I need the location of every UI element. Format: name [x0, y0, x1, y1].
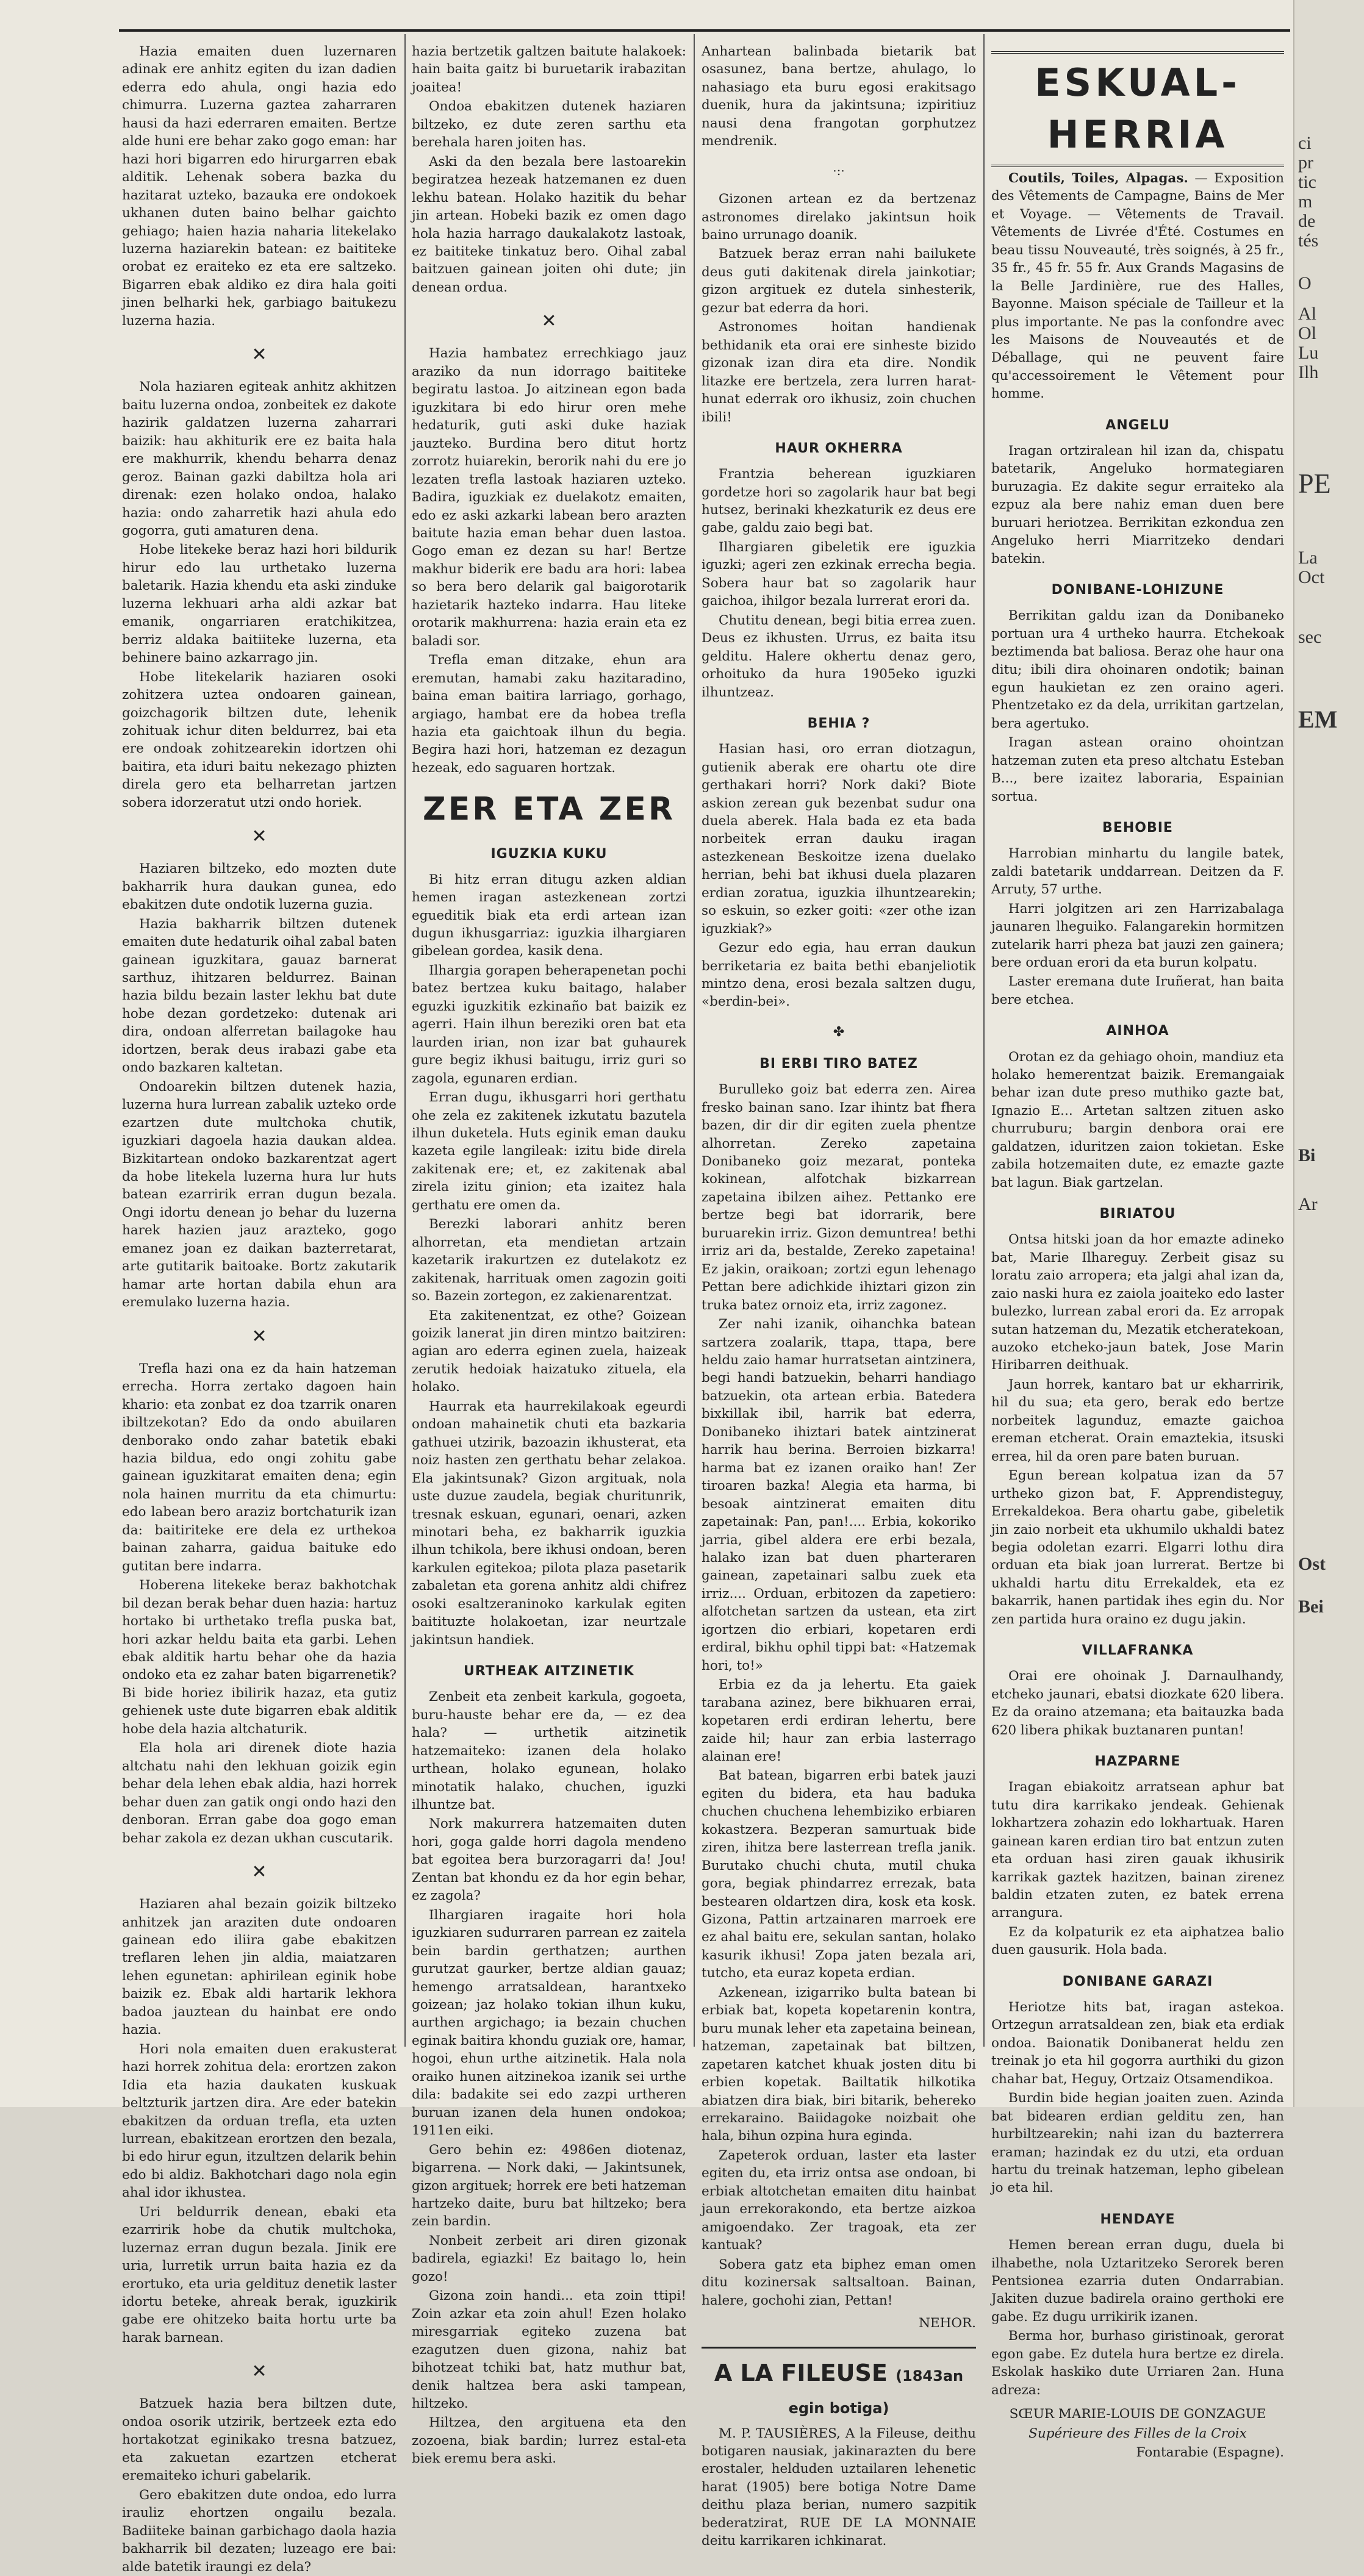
adjacent-page-edge [1293, 0, 1364, 2107]
edge-fragment: de [1298, 211, 1316, 231]
paragraph: Berrikitan galdu izan da Donibaneko portuan ura 4 urtheko haurra. Etchekoak beztimenda bat baliosa. Beraz ohe haur ona ditu; ibili dira ohoinaren ondotik; bainan egun haukietan ez zen oraino ageri. Phentzetako ez da dela, urrikitan gartzelan, bera agertuko. [991, 608, 1284, 731]
paragraph: Egun berean kolpatua izan da 57 urtheko gizon bat, F. Apprendisteguy, Errekaldekoa. Bera ohartu gabe, gibeletik jin zaio norbeit eta ukhumilo ukhaldi batez begia odoletan ezarri. Elgarri lothu dira orduan eta biak joan lurrerat. Bertze bi ukhaldi hartu ditu Errekaldek, eta ez bakarrik, hanen partidak ihes egin du. Nor zen partida hura oraino ez dugu jakin. [991, 1468, 1284, 1627]
paragraph: Sobera gatz eta biphez eman omen ditu kozinersak saltsaltoan. Bainan, halere, gochohi zian, Pettan! [702, 2256, 976, 2308]
paragraph: Gero ebakitzen dute ondoa, edo lurra irauliz ehortzen ongailu bezala. Badiiteke bainan garbichago daola hazia bakharrik bil dezaten; luzeago ere bai: alde batetik iraungi ez dela? [122, 2487, 397, 2575]
article-heading: DONIBANE GARAZI [1062, 1973, 1213, 1989]
paragraph: Trefla eman ditzake, ehun ara eremutan, hamabi zaku hazitaradino, baina eman baitira larriago, gorhago, argiago, hambat ere da hobea trefla hazia eta gaichtoak ilhun du begia. Begira hazi hori, hatzeman ez dezagun hezeak, edo saguaren hortzak. [412, 653, 686, 776]
paragraph: Harrobian minhartu du langile batek, zaldi batetarik unddarrean. Deitzen da F. Arruty, 57 urthe. [991, 846, 1284, 898]
paragraph: Frantzia beherean iguzkiaren gordetze hori so zagolarik haur bat begi hutsez, berinaki khezkaturik ez deus ere gabe, galdu zaio begi bat. [702, 467, 976, 536]
edge-fragment: pr [1298, 152, 1313, 173]
paragraph: Hazia bakharrik biltzen dutenek emaiten dute hedaturik oihal zabal baten gainean iguzkitara, gauaz barnerat sarthuz, ihitzaren beldurrez. Bainan hazia bildu bezain laster lekhu bat dute hobe dezan gordetzeko: dutenak ari dira, ondoan alferretan bailagoke hau idortzen, berak deus irabazi gabe eta ondo bazkaren kaltetan. [122, 916, 397, 1076]
paragraph: Zer nahi izanik, oihanchka batean sartzera zoalarik, ttapa, ttapa, bere heldu zaio hamar hurratsetan aintzinera, begi handi batzuekin, beharri handiago batzuekin, ota artean erbia. Batedera bixkillak ibil, harrik bat ederra, Donibaneko ihiztari batek aintzinerat harrik hau berina. Berroien bizkarra! harma bat ez izanen oraiko han! Zer tiroaren bazka! Alegia eta harma, bi besoak aintzinerat emaiten ditu zapetainak: Pan, pan!.... Erbia, kokoriko jarria, gibel aldera ere erbi bezala, halako izan bat duen pharteraren gainean, zapetainari salbu zuek eta irriz.... Orduan, erbitozen da zapetiero: alfotchetan sartzen da ustean, eta zirt igortzen dio erbiari, kopetaren erdi erdiral, bikhu ophil tippi bat: «Hatzemak hori, to!» [702, 1317, 976, 1673]
paragraph: Gero behin ez: 4986en diotenaz, bigarrena. — Nork daki, — Jakintsunek, gizon argituek; horrek ere beti hatzeman hartzeko daite, buru bat hiltzeko; bera zein bardin. [412, 2142, 686, 2230]
paragraph: Burulleko goiz bat ederra zen. Airea fresko bainan sano. Izar ihintz bat fhera bazen, dir dir dir egiten zuela phentze alhorretan. Zereko zapetaina Donibaneko goiz mezarat, ponteka kokinean, alfotchak bizkarrean zapetaina ibilzen aihez. Pettanko ere bertze begi bat idorrarik, bere buruarekin irriz. Gizon demuntrea! bethi irriz ari da, bestalde, Zereko zapetaina! Ez jakin, oraikoan; zortzi egun lehenago Pettan bere adichkide ihiztari gizon zin truka batez ornoiz eta, irriz zagonez. [702, 1082, 976, 1313]
paragraph: Orai ere ohoinak J. Darnaulhandy, etcheko jaunari, ebatsi diozkate 620 libera. Ez da oraino atzemana; eta baitauzka bada 620 libera phikak buztanaren puntan! [991, 1669, 1284, 1738]
advert-title-sub: (1843an egin botiga) [788, 2367, 964, 2417]
paragraph: Nola haziaren egiteak anhitz akhitzen baitu luzerna ondoa, zonbeitek ez dakote hazirik galdatzen luzerna zaharrari baizik: hau akhiturik ere ez baita hala ere makhurrik, khendu beharra denaz geroz. Bainan gazki dabiltza hola ari direnak: ezen holako ondoa, halako hazia: ondo zaharretik hazi ahula edo gogorra, guti amaturen dena. [122, 379, 397, 538]
edge-fragment: tés [1298, 231, 1319, 251]
paragraph: Haurrak eta haurrekilakoak egeurdi ondoan mahainetik chuti eta bazkaria gathuei utzirik, bazoazin ikhusterat, eta noiz hasten zen gerthatu behar zelakoa. Ela jakintsunak? Gizon argituak, nola uste duzue zaudela, begiak churitunrik, tresnak eskuan, egunari, oenari, azken minotari beha, ez bakharrik iguzkia ilhun tchikola, bere ikhusi ondoan, beren karkulen egitekoa; pilota plaza pasetarik zabaletan eta gorena anhitz aldi chifrez osoki esaltzeraninoko karkulak egiten baitituzte holakoetan, izar neurtzale jakintsun handiek. [412, 1398, 686, 1648]
section-separator: ✕ [251, 2361, 267, 2383]
paragraph: Bat batean, bigarren erbi batek jauzi egiten du bidera, eta hau baduka chuchen chuchena lehembiziko erbiaren kokastzera. Bezperan samurtuak bide ziren, ihitza bere lasterrean trefla janik. Burutako chuchi chuta, mutil chuka gora, begiak phindarrez errezak, bata bestearen oldartzen dira, kosk eta kosk. Gizona, Pattin artzainaren marroek ere ez ahal baitu ere, sekulan santan, holako kasurik ikhusi! Zopa jaten bezala ari, tutcho, eta euraz kopeta erdian. [702, 1768, 976, 1981]
edge-fragment: m [1298, 191, 1313, 212]
paragraph: Bi hitz erran ditugu azken aldian hemen iragan astezkenean zortzi egueditik biak eta erdi artean izan dugun ikhusgarriaz: iguzkia ilhargiaren gibelean gordea, kasik dena. [412, 871, 686, 959]
paragraph: Iragan ortziralean hil izan da, chispatu batetarik, Angeluko hormategiaren buruzagia. Ez dakite segur erraiteko ala ezpuz ala bere nahiz eman duen bere buruari heriotzea. Berrikitan ezkondua zen Angeluko herri Miarritzeko dendari batekin. [991, 443, 1284, 567]
paragraph: Batzuek hazia bera biltzen dute, ondoa osorik utzirik, bertzeek ezta edo hortakotzat eginikako tresna batzuez, eta zakuetan ezartzen etcherat eremaiteko ichuri gabelarik. [122, 2396, 397, 2484]
paragraph: Ondoarekin biltzen dutenek hazia, luzerna hura lurrean zabalik uzteko orde ezartzen dute multchoka chutik, iguzkiari dagoela hazia daukan aldea. Bizkitartean ondoko bazkarentzat agert da hobe litekela luzerna hura lur huts batean ezarririk erran dugun bezala. Ongi idortu denean jo behar du luzerna harek hazien jauz arazteko, gogo emanez joan ez daikan bazterretarat, arte gutitarik baitoake. Bortz zakutarik hamar arte hortan dabila ehun ara eremulako luzerna hazia. [122, 1079, 397, 1311]
paragraph: Harri jolgitzen ari zen Harrizabalaga jaunaren lheguiko. Falangarekin hormitzen zutelarik harri pheza bat jauzi zen gainera; bere orduan erori da eta burun kolpatu. [991, 901, 1284, 971]
paragraph: Heriotze hits bat, iragan astekoa. Ortzegun arratsaldean zen, biak eta erdiak ondoa. Baionatik Donibanerat heldu zen treinak jo eta hil gogorra aurthiki du gizon chahar bat, Heguy, Ortzaiz Otsamendikoa. [991, 1999, 1284, 2087]
paragraph: Berma hor, burhaso giristinoak, gerorat egon gabe. Ez dutela hura bertze ez direla. Eskolak haskiko dute Urriaren 2an. Huna adreza: [991, 2328, 1284, 2398]
paragraph: Zenbeit eta zenbeit karkula, gogoeta, buru-hauste behar ere da, — ez dea hala? — urthetik aitzinetik hatzemaiteko: izanen dela holako urthean, holako egunean, holako minotatik halako, chuchen, iguzki ilhuntze bat. [412, 1689, 686, 1812]
article-heading: URTHEAK AITZINETIK [463, 1664, 635, 1680]
paragraph: Chutitu denean, begi bitia errea zuen. Deus ez ikhusten. Urrus, ez baita itsu gelditu. Halere okhertu denaz gero, orhoituko da hura 1905eko iguzki ilhuntzeaz. [702, 612, 976, 700]
section-banner: ZER ETA ZER [423, 791, 675, 828]
paragraph: Orotan ez da gehiago ohoin, mandiuz eta holako hemerentzat baizik. Eremangaiak behar izan dute preso muthiko gazte bat, Ignazio E... Artetan saltzen zituen asko churruburu; bargin denbora orai ere galdatzen, iduritzen zaion tokietan. Eske zabila hotzemaiten dute, ez emazte gazte bat lagun. Biak gartzelan. [991, 1049, 1284, 1190]
paragraph: Zapeterok orduan, laster eta laster egiten du, eta irriz ontsa ase ondoan, bi erbiak altotchetan emaiten ditu hainbat jaun errekorakondo, eta bertze aizkoa amigoendako. Zer tragoak, eta zer kantuak? [702, 2147, 976, 2253]
paragraph: Hiltzea, den argituena eta den zozoena, biak bardin; lurrez estal-eta biek eremu bera aski. [412, 2415, 686, 2467]
paragraph: hazia bertzetik galtzen baitute halakoek: hain baita gaitz bi buruetarik irabazitan joaitea! [412, 44, 686, 95]
paragraph: Jaun horrek, kantaro bat ur ekharririk, hil du sua; eta gero, berak edo bertze norbeitek lagunduz, emazte gaichoa ereman etcherat. Orain emaztekia, itsuski errea, hil da oren pare baten buruan. [991, 1376, 1284, 1464]
paragraph: Azkenean, izigarriko bulta batean bi erbiak bat, kopeta kopetarenin kontra, buru munak leher eta zapetaina beinean, hatzeman, zapetainak bat biltzen, zapetaren katchet khuak josten ditu bi erbien kopetak. Bailtatik hilkotika abiatzen dira biak, biri bitarik, behereko errekaraino. Baiidagoke noizbait ohe hala, bihun ozpina hura eginda. [702, 1984, 976, 2144]
edge-fragment: Ol [1298, 323, 1316, 343]
paragraph: Berezki laborari anhitz beren alhorretan, eta mendietan artzain kazetarik irakurtzen ez dutelakotz ez zakitenak, harrituak omen zagozin goiti so. Bazein zortegon, ez zakienarentzat. [412, 1217, 686, 1304]
advert-body: M. P. TAUSIÈRES, A la Fileuse, deithu botigaren nausiak, jakinarazten du bere erostaler, helduden uztailaren lehenetic harat (1905) bere botiga Notre Dame deithu plaza berian, numero sazpitik bederatzirat, RUE DE LA MONNAIE deitu karrikaren ichkinarat. [702, 2425, 976, 2549]
paragraph: Ilhargia gorapen beherapenetan pochi batez bertzea kuku baitago, halaber eguzki iguzkitik ezkinaño bat baizik ez agerri. Hain ilhun bereziki oren bat eta laurden irian, non izar bat guhaurek gure begiz ikhusi baitugu, irriz guri so zagola, egunaren erdian. [412, 962, 686, 1086]
top-rule [119, 29, 1290, 32]
section-separator: ✕ [251, 1325, 267, 1347]
paragraph: Iragan astean oraino ohointzan hatzeman zuten eta preso altchatu Esteban B..., bere izaitez laboraria, Espainian sortua. [991, 735, 1284, 804]
paragraph: Hobe litekelarik haziaren osoki zohitzera uztea ondoaren gainean, goizchagorik biltzen dute, lehenik zohituak ichur diten beldurrez, bai eta ere ondoak zohitzearekin idortzen ohi baitira, eta iduri baitu nekezago phizten direla gero eta belharretan jartzen sobera idorzeratut utzi ondo horiek. [122, 669, 397, 810]
paragraph: Gizonen artean ez da bertzenaz astronomes direlako jakintsun hoik baino urrunago doanik. [702, 191, 976, 243]
advert-title [702, 2347, 976, 2420]
paragraph: Hoberena litekeke beraz bakhotchak bil dezan berak behar duen hazia: hartuz hortako bi urthetako trefla puska bat, hori azkar heldu baita eta garbi. Lehen ebak alditik hartu behar ohe da hazia ondoko eta ez zahar baten bigarrenetik? Bi bide horiez ibilirik hazaz, eta gutiz gehienek uste dute bigarren ebak alditik hobe dela hazia altchaturik. [122, 1578, 397, 1737]
edge-fragment: La [1298, 548, 1318, 568]
paragraph: Laster eremana dute Iruñerat, han baita bere etchea. [991, 974, 1284, 1007]
paragraph: Ondoa ebakitzen dutenek haziaren biltzeko, ez dute zeren sarthu eta berehala haren joiten has. [412, 99, 686, 151]
paragraph: Hemen berean erran dugu, duela bi ilhabethe, nola Uztaritzeko Serorek beren Pentsionea ezarria duten Ondarrabian. Jakiten duzue badirela oraino gerthoki ere gabe. Ez dugu urrikirik izanen. [991, 2238, 1284, 2325]
paragraph: Trefla hazi ona ez da hain hatzeman errecha. Horra zertako dagoen hain khario: eta zonbat ez doa tzarrik onaren ibiltzekotan? Edo da ondo abuilaren denborako ondo zahar batetik ebaki hazia bildua, edo ongi zohitu gabe gainean iguzkitarat emaiten dena; egin nola hainen murritu da eta chimurtu: edo labean bero araziz bortchaturik izan da: baitiriteke ere dela ez urthekoa bainan zaharra, gaiduа baituke edo gutitan bere indarra. [122, 1361, 397, 1574]
paragraph: Ez da kolpaturik ez eta aiphatzea balio duen gausurik. Hola bada. [991, 1924, 1284, 1958]
paragraph: Ela hola ari direnek diote hazia altchatu nahi den lekhuan goizik egin behar dela lehen ebak aldia, hazi horrek behar duen zan gatik ongi ondo hazi den denboran. Erran gabe doa gogo eman behar zakola ez dezan ukhan cuscutarik. [122, 1741, 397, 1846]
section-separator: ✕ [251, 344, 267, 366]
paragraph: Hori nola emaiten duen erakusterat hazi horrek zohitua dela: erortzen zakon Idia eta hazia daukaten kuskuak beltzturik jartzen dira. Are eder batekin ebakitzen da orduan trefla, eta uzten lurrean, ebakitzean erortzen den bezala, bi edo hirur egun, itzultzen delarik behin edo bi aldiz. Bakhotchari dago nola egin ahal idor ikhustea. [122, 2041, 397, 2201]
paragraph: Hazia hambatez errechkiago jauz araziko da nun idorrago baititeke begiratu lastoa. Jo aitzinean egon bada iguzkitara bi edo hirur oren mehe hedaturik, guti aski duke haziak jauzteko. Burdina bero ditut hortz zorrotz huiarekin, berorik nahi du ere jo lezaten trefla lastoak haziaren uzteko. Badira, iguzkiak ez duelakotz emaiten, edo ez aski azkarki labean bero arazten baitute hazia eman behar duen lastoa. Gogo eman ez dezan su har! Bertze makhur biderik ere badu ara hori: labea so bera bero delarik gal baigorotarik hazietarik hazteko indarra. Hau liteke orotarik makhurrena: hazia erain eta ez baladi sor. [412, 346, 686, 649]
column-2 [412, 43, 686, 2467]
paragraph: Nork makurrera hatzemaiten duten hori, goga galde horri dagola mendeno bat egoitea bera burzoragarri da! Jou! Zentan bat khondu ez da hor egin behar, ez zagola? [412, 1816, 686, 1904]
paragraph: Gezur edo egia, hau erran daukun berriketaria ez baita bethi ebanjeliotik mintzo dena, erosi bezala saltzen dugu, «berdin-bei». [702, 940, 976, 1010]
section-separator: ✕ [541, 310, 557, 332]
paragraph: Erran dugu, ikhusgarri hori gerthatu ohe zela ez zakitenek izkutatu bazutela ilhun duketela. Huts eginik eman dauku kazeta egile langileak: izitu bide direla zakitenak ere; et, ez zakitenak abal zirela izitu ginion; eta izaitez hala gerthatu ere omen da. [412, 1090, 686, 1213]
column-3 [702, 43, 976, 2549]
article-heading: AINHOA [1106, 1023, 1169, 1039]
article-heading: BEHIA ? [807, 716, 870, 732]
paragraph: Anhartean balinbada bietarik bat osasunez, bana bertze, ahulago, lo nahasiago eta buru egosi erakitsago duenik, hura da jakintsuna; izpiritiuz nausi dena frangotan gorphutzez mendrenik. [702, 44, 976, 149]
signature-title: Supérieure des Filles de la Croix [1028, 2425, 1247, 2441]
edge-fragment: ci [1298, 133, 1312, 153]
paragraph: Burdin bide hegian joaiten zuen. Azinda bat bidearen erdian gelditu zen, han hurbiltzearekin; nahi izan du bazterrera eraman; hazindak ez du utzi, eta orduan hartu du treinak hatzeman, lepho gibelean jo eta hil. [991, 2091, 1284, 2196]
article-heading: DONIBANE-LOHIZUNE [1051, 582, 1224, 598]
paragraph: Haziaren biltzeko, edo mozten dute bakharrik hura daukan gunea, edo ebakitzen dute ondotik luzerna guzia. [122, 861, 397, 913]
advert-title-main: A LA FILEUSE [714, 2360, 888, 2387]
article-heading: BEHOBIE [1102, 820, 1173, 836]
article-heading: ANGELU [1105, 417, 1170, 433]
paragraph: Erbia ez da ja lehertu. Eta gaiek tarabana azinez, bere bikhuaren errai, kopetaren erdi erdiran lehertu, bere zaide hil; haur zan erbia lasterrago alainan ere! [702, 1677, 976, 1764]
section-separator: ✤ [833, 1024, 845, 1040]
article-heading: HENDAYE [1100, 2211, 1176, 2227]
edge-fragment: Ost [1298, 1554, 1326, 1574]
edge-fragment: sec [1298, 627, 1322, 647]
edge-fragment: O [1298, 273, 1312, 293]
column-4 [991, 43, 1284, 2461]
paragraph: Nonbeit zerbeit ari diren gizonak badirela, egiazki! Ez baitago lo, hein gozo! [412, 2233, 686, 2284]
article-heading: BI ERBI TIRO BATEZ [759, 1056, 918, 1072]
paragraph: Gizona zoin handi... eta zoin ttipi! Zoin azkar eta zoin ahul! Ezen holako miresgarriak egiteko zuzena bat ezagutzen duen gizona, nahiz bat bihotzeat tchiki bat, hatz muthur bat, denik haltzea bera aski tampean, hiltzeko. [412, 2288, 686, 2411]
masthead: ESKUAL-HERRIA [991, 51, 1284, 167]
article-heading: BIRIATOU [1099, 1206, 1176, 1222]
column-rule-3 [983, 34, 985, 2047]
paragraph: Hazia emaiten duen luzernaren adinak ere anhitz egiten du izan dadien ederra edo ahula, ongi hazia edo chimurra. Luzerna gaztea zaharraren hausi da hazi ederraren emaiten. Bertze alde huni ere behar zako gogo eman: har hazi hori bigarren edo hirurgarren ebak alditik. Lehenak sobera bazka du hazitarat uzteko, bazauka ere ondokoek ukhanen duten baino belhar gaichto gehiago; haien hazia naharia litekelako luzerna haziarekin batean: ez baititeke orobat ez eraiteko ez eta ere saltzeko. Bigarren ebak aldiko ez dira hala goiti jinen belharki hek, garbiago baitukezu luzerna hazia. [122, 44, 397, 329]
signature-name: SŒUR MARIE-LOUIS DE GONZAGUE [1009, 2406, 1266, 2422]
edge-fragment: PE [1298, 468, 1331, 499]
paragraph: Aski da den bezala bere lastoarekin begiratzea hezeak hatzemanen ez duen lekhu batean. Holako hazitik du behar jin artean. Hobeki bazik ez omen dago hola hazia harrago daukalakotz lastoak, ez baititeke tinkatuz bero. Oihal zabal baitzuen gainean joiten ohi dute; jin denean ordua. [412, 154, 686, 295]
paragraph: Ilhargiaren iragaite hori hola iguzkiaren sudurraren parrean ez zaitela bein bardin gerthatzen; aurthen gurutzat gaurker, bertze aldian gauaz; hemengo arratsaldean, harantxeko goizean; jaz holako tokian ilhun kuku, aurthen argichago; ia bezain chuchen eginak baitira khondu guziak ore, hamar, hogoi, ehun urthe aitzinetik. Hala nola oraiko hunen aitzinekoa izanik sei urthe dila: badakite sei edo zazpi urtheren buruan izanen dela hunen ondokoa; 1911en eiki. [412, 1907, 686, 2139]
paragraph: Ilhargiaren gibeletik ere iguzkia iguzki; ageri zen ezkinak errecha begia. Sobera haur bat so zagolarik haur gaichoa, ihilgor bezala lurrerat erori da. [702, 539, 976, 609]
advert-lead: Coutils, Toiles, Alpagas. [1008, 170, 1188, 186]
author-signature: NEHOR. [919, 2316, 976, 2331]
edge-fragment: Ilh [1298, 362, 1319, 382]
section-separator: ✕ [251, 1861, 267, 1883]
column-rule-1 [404, 34, 406, 2047]
edge-fragment: Bei [1298, 1597, 1324, 1617]
edge-fragment: Bi [1298, 1145, 1316, 1165]
edge-fragment: Al [1298, 304, 1316, 324]
advert-text: — Exposition des Vêtements de Campagne, Bains de Mer et Voyage. — Vêtements de Travail. Vêtements de Livrée d'Été. Costumes en beau tissu Nouveauté, très soignés, à 25 fr., 35 fr., 45 fr. 55 fr. Aux Grands Magasins de la Belle Jardinière, rue des Halles, Bayonne. Maison spéciale de Tailleur et la plus importante. Ne pas la confondre avec les Maisons de Nouveautés et de Déballage, qui ne peuvent faire qu'accessoirement le Vêtement pour homme. [991, 170, 1284, 402]
column-rule-2 [694, 34, 695, 2047]
section-separator: ✕ [251, 826, 267, 848]
edge-fragment: EM [1298, 706, 1338, 733]
signature-place: Fontarabie (Espagne). [1136, 2445, 1284, 2461]
column-1 [122, 43, 397, 2575]
paragraph: Uri beldurrik denean, ebaki eta ezarririk hobe da chutik multchoka, luzernaz erran dugun bezala. Jinik ere uria, lurretik urrun baita hazia ez da erortuko, eta uria geldituz denetik laster idortu beteke, ahreak berak, iguzkirik gabe ere ohitzeko baita hortu urte ba harak barnean. [122, 2204, 397, 2345]
advert-paragraph [991, 170, 1284, 403]
paragraph: Iragan ebiakoitz arratsean aphur bat tutu dira karrikako jendeak. Gehienak lokhartzera zohazin edo lokhartuak. Haren gainean karen erdian tiro bat entzun zuten eta orduan hasi ziren gauak ikhusirik karrikak gaztek hazitzen, bainan zirenez baldin etzaten zuten, ez batek errena arrangura. [991, 1780, 1284, 1921]
edge-fragment: tic [1298, 172, 1316, 192]
edge-fragment: Oct [1298, 567, 1325, 587]
paragraph: Haziaren ahal bezain goizik biltzeko anhitzek jan araziten dute ondoaren gainean edo iliira gabe ebakitzen treflaren lehen jin aldia, maiatzaren lehen egunetan: aphirilean eginik hobe baizik ez. Ebak aldi hartarik lekhora badoa jauztean du hainbat ere ondo hazia. [122, 1897, 397, 2038]
section-separator: ·:· [833, 163, 845, 178]
edge-fragment: Ar [1298, 1194, 1318, 1214]
paragraph: Batzuek beraz erran nahi bailukete deus guti dakitenak direla jainkotiar; gizon argituek ez dutela sinhesterik, gezur bat ederra da hori. [702, 246, 976, 316]
article-heading: IGUZKIA KUKU [490, 846, 608, 862]
paragraph: Hasian hasi, oro erran diotzagun, gutienik aberak ere ohartu ote dire gerthakari horri? Nork daki? Biote askion zerean guk bezenbat sudur ona duela aberek. Hala bada ez eta bada norbeitek erran dauku iragan astezkenean Beskoitze izena duelako herrian, behi bat ikhusi duela plazaren erdian zoratua, iguzkia ilhuntzearekin; so eskuin, so ezker goiti: «zer othe izan iguzkiak?» [702, 742, 976, 937]
edge-fragment: Lu [1298, 343, 1319, 363]
paragraph: Eta zakitenentzat, ez othe? Goizean goizik lanerat jin diren mintzo baitziren: agian aro ederra eginen zuela, haizeak zerutik hedoiak haizatuko zituela, ela holako. [412, 1308, 686, 1395]
article-heading: HAZPARNE [1094, 1754, 1181, 1770]
article-heading: VILLAFRANKA [1082, 1643, 1194, 1659]
paragraph: Hobe litekeke beraz hazi hori bildurik hirur edo lau urthetako luzerna baletarik. Hazia khendu eta aski zinduke luzerna lekhuari arha aldi azkar bat emanik, ongarriaren eratchikitzea, berriz aldaka baitiiteke luzerna, eta behinere baino azkarrago jin. [122, 542, 397, 666]
article-heading: HAUR OKHERRA [775, 441, 903, 456]
paragraph: Ontsa hitski joan da hor emazte adineko bat, Marie Ilhareguy. Zerbeit gisaz su loratu zaio arropera; eta jalgi ahal izan da, zaio naski hura ez zaiola joaiteko edo laster bulezko, lurrean zabal erori da. Ez arropak sutan hatzeman du, Mezatik etcheratekoan, auzoko etcheko-jaun batek, Jose Marin Hiribarren deithuak. [991, 1232, 1284, 1373]
paragraph: Astronomes hoitan handienak bethidanik eta orai ere sinheste bizido gizonak izan dira eta dire. Nondik litazke ere bertzela, zera lurren harat-hunat ederrak oro ikhusiz, zoin chuchen ibili! [702, 320, 976, 425]
